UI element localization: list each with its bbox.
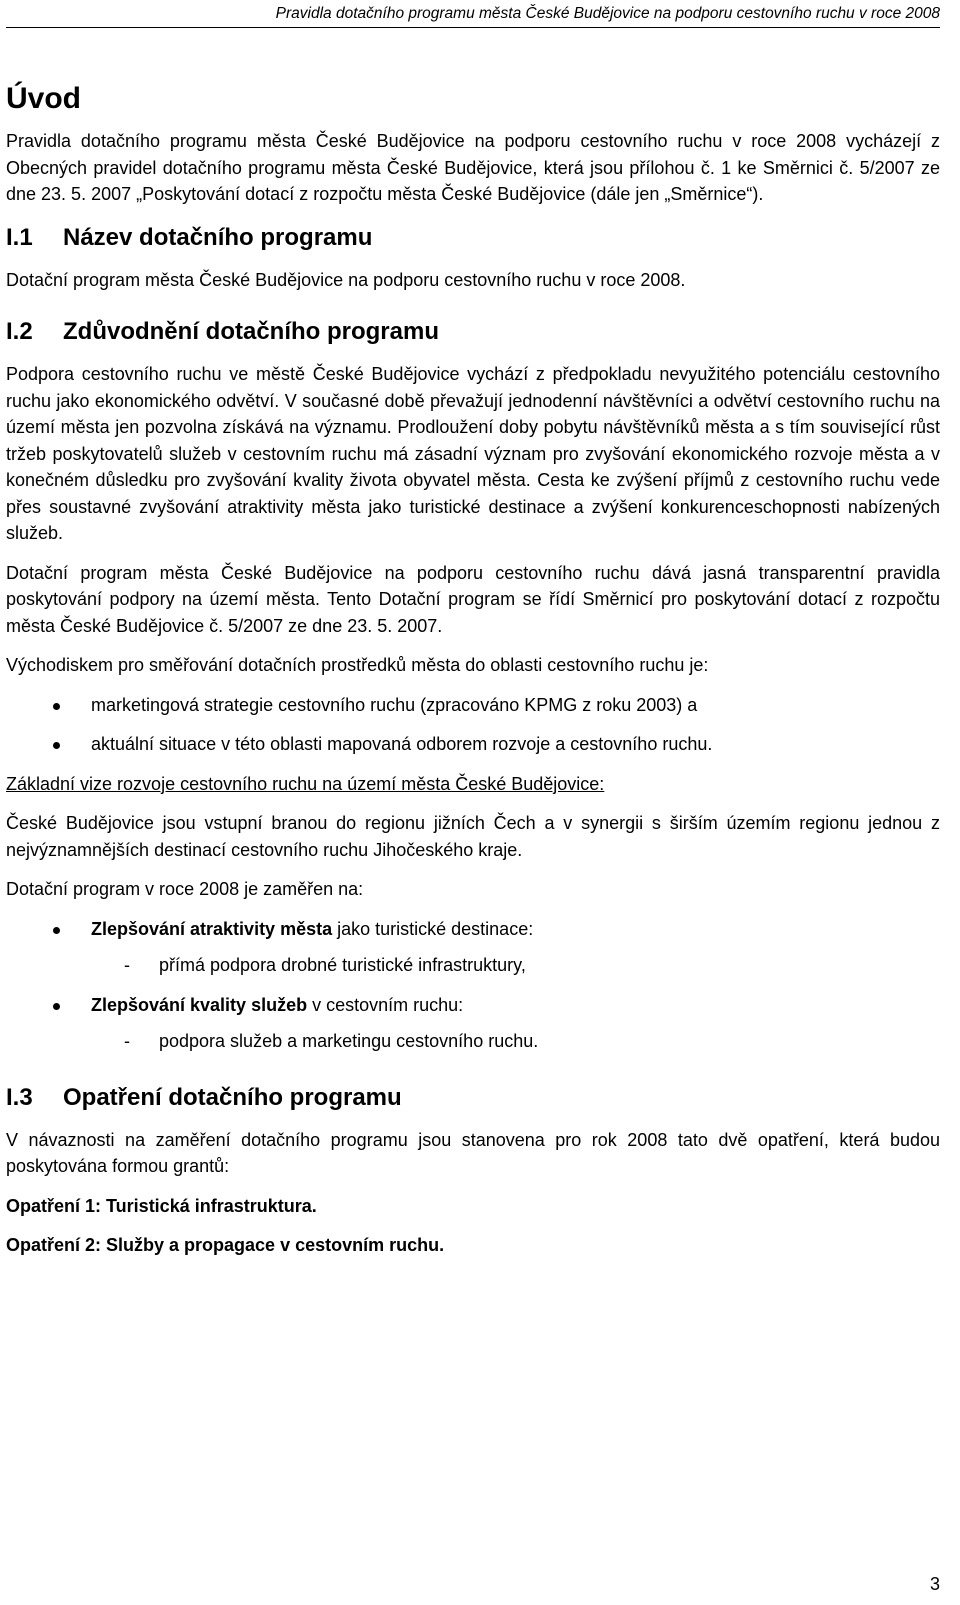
bullet-icon <box>53 927 60 934</box>
focus-item-rest: v cestovním ruchu: <box>307 994 464 1015</box>
section-2-title: Zdůvodnění dotačního programu <box>63 318 439 345</box>
section-1-title: Název dotačního programu <box>63 223 373 251</box>
section-3-text: V návaznosti na zaměření dotačního programu jsou stanovena pro rok 2008 tato dvě opatření, která budou poskytována formou grantů: <box>6 1129 940 1176</box>
header-divider <box>6 27 940 28</box>
section-2-paragraph-2: Dotační program města České Budějovice na podporu cestovního ruchu dává jasná transparentní pravidla poskytování podpory na území města. Tento Dotační program se řídí Směrnicí pro poskytování dotací z rozpočtu města České Budějovice č. 5/2007 ze dne 23. 5. 2007. <box>6 562 940 636</box>
list-item-text: aktuální situace v této oblasti mapovaná odborem rozvoje a cestovního ruchu. <box>91 734 713 754</box>
section-3-heading <box>6 1081 940 1115</box>
vision-text: České Budějovice jsou vstupní branou do regionu jižních Čech a v synergii s širším územím regionu jednou z nejvýznamnějších destinací cestovního ruchu Jihočeského kraje. <box>6 813 940 860</box>
sub-list-item <box>6 952 940 979</box>
basis-intro: Východiskem pro směřování dotačních prostředků města do oblasti cestovního ruchu je: <box>6 655 709 675</box>
focus-item-rest: jako turistické destinace: <box>332 918 534 939</box>
intro-heading: Úvod <box>6 82 81 115</box>
section-3-number: I.3 <box>6 1083 33 1111</box>
measure-2 <box>6 1232 940 1259</box>
section-2-number: I.2 <box>6 318 33 345</box>
running-header: Pravidla dotačního programu města České Budějovice na podporu cestovního ruchu v roce 2008 <box>275 5 940 22</box>
dash-icon: - <box>124 955 130 975</box>
focus-list <box>6 916 940 1055</box>
list-item <box>6 916 940 979</box>
focus-item-bold: Zlepšování atraktivity města <box>91 918 333 939</box>
list-item <box>6 992 940 1055</box>
section-1-heading <box>6 221 940 255</box>
list-item <box>6 731 940 758</box>
intro-paragraph: Pravidla dotačního programu města České Budějovice na podporu cestovního ruchu v roce 2008 vycházejí z Obecných pravidel dotačního programu města České Budějovice, která jsou přílohou č. 1 ke Směrnici č. 5/2007 ze dne 23. 5. 2007 „Poskytování dotací z rozpočtu města České Budějovice (dále jen „Směrnice“). <box>6 131 940 204</box>
list-item-text: marketingová strategie cestovního ruchu (zpracováno KPMG z roku 2003) a <box>91 694 698 715</box>
page-number: 3 <box>929 1574 940 1594</box>
section-2-paragraph-1: Podpora cestovního ruchu ve městě České Budějovice vychází z předpokladu nevyužitého potenciálu cestovního ruchu jako ekonomického odvětví. V současné době převažují jednodenní návštěvníci a odvětví cestovního ruchu na území města jen pozvolna získává na významu. Prodloužení doby pobytu návštěvníků města a s tím související růst tržeb poskytovatelů služeb v cestovním ruchu má zásadní význam pro zvyšování ekonomického rozvoje města a v konečném důsledku pro zvyšování kvality života obyvatel města. Cesta ke zvýšení příjmů z cestovního ruchu vede přes soustavné zvyšování atraktivity města jako turistické destinace a zvýšení konkurenceschopnosti nabízených služeb. <box>6 364 940 543</box>
focus-intro: Dotační program v roce 2008 je zaměřen na: <box>6 879 364 899</box>
list-item <box>6 692 940 719</box>
sub-list <box>91 952 940 979</box>
section-1-number: I.1 <box>6 223 33 251</box>
section-1-text: Dotační program města České Budějovice na podporu cestovního ruchu v roce 2008. <box>6 269 686 290</box>
sub-list-item-text: podpora služeb a marketingu cestovního ruchu. <box>159 1031 539 1051</box>
measure-2-text: Opatření 2: Služby a propagace v cestovním ruchu. <box>6 1235 445 1255</box>
vision-heading: Základní vize rozvoje cestovního ruchu na území města České Budějovice: <box>6 773 605 794</box>
section-3-title: Opatření dotačního programu <box>63 1083 402 1111</box>
sub-list <box>91 1028 940 1055</box>
focus-item-bold: Zlepšování kvality služeb <box>91 994 308 1015</box>
bullet-icon <box>53 703 60 710</box>
measure-1-text: Opatření 1: Turistická infrastruktura. <box>6 1195 317 1216</box>
sub-list-item-text: přímá podpora drobné turistické infrastruktury, <box>159 955 526 975</box>
sub-list-item <box>6 1028 940 1055</box>
document-body <box>6 78 940 1272</box>
basis-list <box>6 692 940 758</box>
bullet-icon <box>53 1003 60 1010</box>
measure-1 <box>6 1193 940 1220</box>
bullet-icon <box>53 742 60 749</box>
dash-icon: - <box>124 1031 130 1051</box>
section-2-heading <box>6 315 940 349</box>
